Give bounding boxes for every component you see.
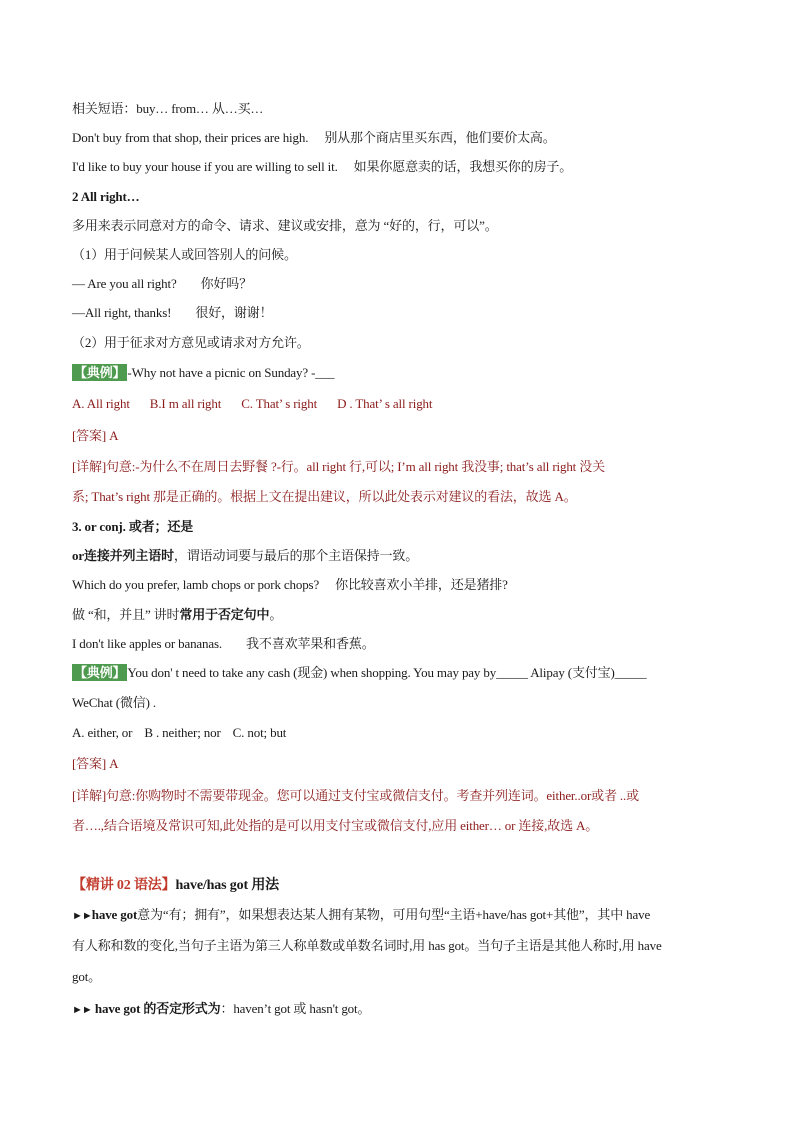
dialogue-1 (72, 275, 252, 293)
question-1 (72, 364, 334, 382)
option-d: D . That’ s all right (337, 396, 433, 411)
question-2-text-a: You don' t need to take any cash (现金) when shopping. You may pay by_____ Alipay (支付宝)_____ (127, 665, 647, 680)
dialogue-2 (72, 304, 272, 322)
have-got-line-2: 有人称和数的变化,当句子主语为第三人称单数或单数名词时,用 has got。当句子主语是其他人称时,用 have (72, 938, 662, 953)
have-got-bold: have got (91, 907, 138, 922)
question-1-text: -Why not have a picnic on Sunday? -___ (127, 365, 335, 380)
grammar-heading (72, 877, 279, 895)
grammar-heading-en: have/has got 用法 (175, 878, 280, 893)
grammar-heading-zh: 【精讲 02 语法】 (72, 878, 176, 893)
or-and-c: 。 (269, 607, 283, 622)
all-right-title: 2 All right… (72, 189, 140, 204)
negative-form-rest: ：haven’t got 或 hasn't got。 (220, 1001, 371, 1016)
example-sentence-4 (72, 635, 375, 653)
example-4-en: I don't like apples or bananas. (72, 636, 223, 651)
or-title: 3. or conj. 或者；还是 (72, 519, 194, 534)
example-4-zh: 我不喜欢苹果和香蕉。 (246, 636, 375, 651)
dialogue-1-en: — Are you all right? (72, 276, 177, 291)
example-2-en: I'd like to buy your house if you are willing to sell it. (72, 159, 338, 174)
negative-form-line (72, 1000, 370, 1019)
example-sentence-3 (72, 576, 508, 594)
example-1-zh: 别从那个商店里买东西，他们要价太高。 (324, 130, 556, 145)
option-b: B.I m all right (149, 396, 222, 411)
have-got-text-1: 意为“有；拥有”，如果想表达某人拥有某物，可用句型“主语+have/has got+其他”，其中 have (137, 907, 651, 922)
arrow-icon-2: ►► (72, 1004, 92, 1016)
option-a: A. All right (72, 396, 130, 411)
question-1-options (72, 395, 452, 413)
example-sentence-1 (72, 129, 556, 147)
question-1-explanation-2: 系; That’s right 那是正确的。根据上文在提出建议，所以此处表示对建议的看法，故选 A。 (72, 489, 577, 504)
question-1-explanation-1: [详解]句意:-为什么不在周日去野餐 ?-行。all right 行,可以; I’m all right 我没事; that’s all right 没关 (72, 459, 605, 474)
arrow-icon: ►► (72, 910, 92, 922)
question-2-answer: [答案] A (72, 756, 119, 771)
q2-option-a: A. either, or (72, 725, 133, 740)
or-and-a: 做 “和，并且” 讲时 (72, 607, 180, 622)
question-2-line-1 (72, 664, 646, 682)
example-1-en: Don't buy from that shop, their prices are high. (72, 130, 309, 145)
dialogue-2-zh: 很好，谢谢！ (195, 305, 273, 320)
or-rule-rest: ，谓语动词要与最后的那个主语保持一致。 (173, 548, 419, 563)
question-2-options (72, 724, 306, 742)
have-got-line-1 (72, 906, 650, 925)
dialogue-1-zh: 你好吗？ (200, 276, 252, 291)
example-tag: 【典例】 (74, 365, 126, 380)
example-3-zh: 你比较喜欢小羊排，还是猪排? (335, 577, 508, 592)
have-got-line-3: got。 (72, 969, 102, 984)
example-tag-2: 【典例】 (74, 665, 126, 680)
or-rule (72, 547, 418, 565)
example-sentence-2 (72, 158, 572, 176)
all-right-description: 多用来表示同意对方的命令、请求、建议或安排，意为 “好的，行，可以”。 (72, 218, 498, 233)
question-2-explanation-1: [详解]句意:你购物时不需要带现金。您可以通过支付宝或微信支付。考查并列连词。either..or或者 ..或 (72, 788, 639, 803)
or-and-usage (72, 606, 282, 624)
question-1-answer: [答案] A (72, 428, 119, 443)
phrase-label: 相关短语：buy… from… 从…买… (72, 101, 264, 116)
question-2-explanation-2: 者….,结合语境及常识可知,此处指的是可以用支付宝或微信支付,应用 either… or 连接,故选 A。 (72, 818, 599, 833)
negative-form-bold: have got 的否定形式为 (94, 1001, 221, 1016)
or-and-b: 常用于否定句中 (179, 607, 270, 622)
question-2-line-2: WeChat (微信) . (72, 695, 157, 710)
usage-2: （2）用于征求对方意见或请求对方允许。 (72, 335, 310, 350)
example-3-en: Which do you prefer, lamb chops or pork chops? (72, 577, 320, 592)
or-rule-bold: or连接并列主语时 (72, 548, 174, 563)
q2-option-c: C. not; but (232, 725, 287, 740)
usage-1: （1）用于问候某人或回答别人的问候。 (72, 247, 297, 262)
option-c: C. That’ s right (241, 396, 318, 411)
dialogue-2-en: —All right, thanks! (72, 305, 172, 320)
example-2-zh: 如果你愿意卖的话，我想买你的房子。 (353, 159, 573, 174)
q2-option-b: B . neither; nor (144, 725, 221, 740)
